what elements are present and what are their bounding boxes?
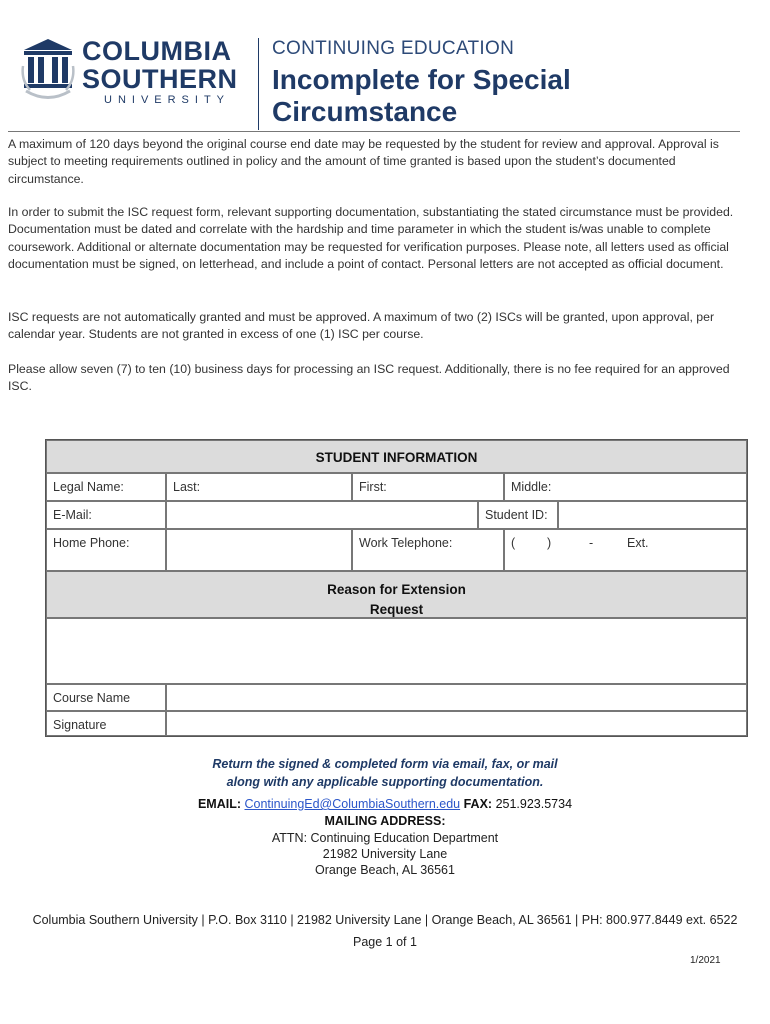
signature-label: Signature: [46, 711, 166, 736]
policy-paragraph-3: ISC requests are not automatically granted and must be approved. A maximum of two (2) ISCs will be granted, upon approval, per calendar year. Students are not granted in excess of one (1) ISC per course.: [8, 310, 715, 342]
university-contact-line: Columbia Southern University | P.O. Box 3110 | 21982 University Lane | Orange Beach, AL 36561 | PH: 800.977.8449 ext. 6522: [32, 913, 738, 927]
contact-email-fax: [0, 797, 770, 811]
column-building-icon: [20, 36, 76, 100]
phone-ext-label: Ext.: [627, 536, 649, 550]
email-link[interactable]: ContinuingEd@ColumbiaSouthern.edu: [244, 797, 461, 811]
logo-line-3: UNIVERSITY: [104, 94, 231, 106]
reason-textarea[interactable]: [46, 618, 747, 684]
course-name-field[interactable]: [166, 684, 747, 711]
fax-number: 251.923.5734: [495, 797, 573, 811]
logo-line-2: SOUTHERN: [82, 64, 238, 94]
phone-open-paren: (: [511, 536, 516, 550]
department-label: CONTINUING EDUCATION: [272, 38, 515, 59]
first-name-field[interactable]: First:: [352, 473, 504, 501]
policy-paragraph-2: In order to submit the ISC request form, relevant supporting documentation, substantiating the stated circumstance must be provided. Documentation must be dated and correlate with the hardship and time parameter in which the student is/was unable to complete coursework. Additional or alternate documentation may be requested for verification purposes. Please note, all letters used as official documentation must be signed, on letterhead, and include a point of contact. Personal letters are not accepted as official document.: [8, 205, 734, 271]
mailing-address-line-2: 21982 University Lane: [322, 847, 448, 861]
policy-paragraph-1: A maximum of 120 days beyond the original course end date may be requested by the student for review and approval. Approval is subject to meeting requirements outlined in policy and the amount of time granted is based upon the student’s documented circumstance.: [8, 137, 719, 186]
page-title-line-2: Circumstance: [272, 96, 458, 127]
student-form: [45, 439, 748, 737]
mailing-address-line-3: Orange Beach, AL 36561: [315, 863, 455, 877]
legal-name-label: Legal Name:: [46, 473, 166, 501]
middle-name-field[interactable]: Middle:: [504, 473, 747, 501]
phone-close-paren: ): [547, 536, 552, 550]
home-phone-label: Home Phone:: [46, 529, 166, 571]
policy-paragraph-4: Please allow seven (7) to ten (10) business days for processing an ISC request. Additionally, there is no fee required for an approved ISC.: [8, 362, 730, 394]
header-rule: [8, 131, 740, 132]
student-info-header: STUDENT INFORMATION: [46, 440, 747, 473]
work-telephone-field[interactable]: [504, 529, 747, 571]
mailing-address-line-1: ATTN: Continuing Education Department: [271, 831, 499, 845]
revision-date: 1/2021: [690, 955, 721, 966]
student-id-label: Student ID:: [478, 501, 558, 529]
university-logo: [20, 36, 245, 108]
fax-label-text: FAX:: [463, 797, 493, 811]
return-instructions-line-2: along with any applicable supporting documentation.: [226, 775, 544, 789]
signature-field[interactable]: [166, 711, 747, 736]
reason-header-line-2: Request: [369, 602, 424, 617]
mailing-address-header: MAILING ADDRESS:: [324, 814, 446, 828]
course-name-label: Course Name: [46, 684, 166, 711]
phone-dash: -: [589, 536, 594, 550]
logo-line-1: COLUMBIA: [82, 36, 232, 66]
page-number: Page 1 of 1: [353, 935, 417, 949]
reason-header-line-1: Reason for Extension: [327, 582, 466, 597]
email-field[interactable]: [166, 501, 478, 529]
email-label-text: EMAIL:: [197, 797, 242, 811]
return-instructions-line-1: Return the signed & completed form via email, fax, or mail: [212, 757, 558, 771]
work-telephone-label: Work Telephone:: [352, 529, 504, 571]
last-name-field[interactable]: Last:: [166, 473, 352, 501]
header-divider: [258, 38, 259, 130]
reason-header: [46, 571, 747, 618]
home-phone-field[interactable]: [166, 529, 352, 571]
student-id-field[interactable]: [558, 501, 747, 529]
page-title-line-1: Incomplete for Special: [272, 64, 571, 95]
email-label: E-Mail:: [46, 501, 166, 529]
